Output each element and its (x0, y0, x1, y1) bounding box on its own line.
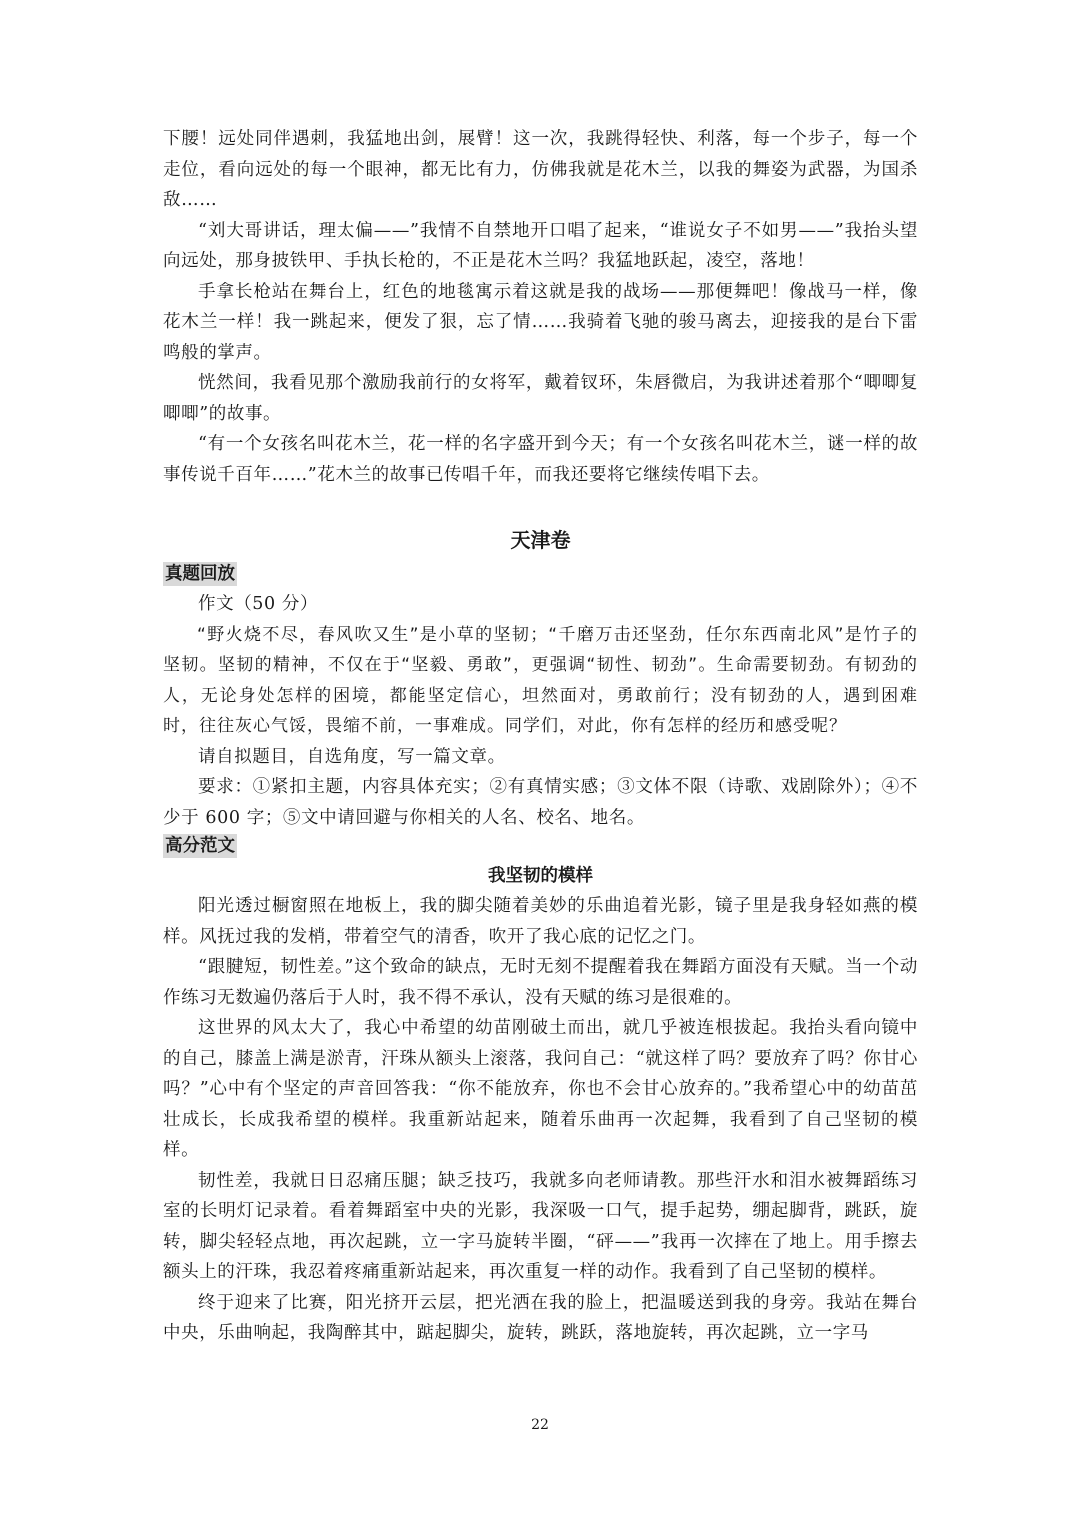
intro-paragraph-2: “刘大哥讲话，理太偏——”我情不自禁地开口唱了起来，“谁说女子不如男——”我抬头望向远处，那身披铁甲、手执长枪的，不正是花木兰吗？我猛地跃起，凌空，落地！ (163, 220, 918, 271)
intro-paragraph-3: 手拿长枪站在舞台上，红色的地毯寓示着这就是我的战场——那便舞吧！像战马一样，像花木兰一样！我一跳起来，便发了狠，忘了情……我骑着飞驰的骏马离去，迎接我的是台下雷鸣般的掌声。 (163, 281, 918, 363)
intro-paragraph-4: 恍然间，我看见那个激励我前行的女将军，戴着钗环，朱唇微启，为我讲述着那个“唧唧复唧唧”的故事。 (163, 373, 918, 424)
question-prompt: “野火烧不尽，春风吹又生”是小草的坚韧；“千磨万击还坚劲，任尔东西南北风”是竹子的坚韧。坚韧的精神，不仅在于“坚毅、勇敢”，更强调“韧性、韧劲”。生命需要韧劲。有韧劲的人，无论身处怎样的困境，都能坚定信心，坦然面对，勇敢前行；没有韧劲的人，遇到困难时，往往灰心气馁，畏缩不前，一事难成。同学们，对此，你有怎样的经历和感受呢？ (163, 624, 918, 736)
tag-question-review: 真题回放 (165, 564, 235, 584)
essay-paragraph-2: “跟腱短，韧性差。”这个致命的缺点，无时无刻不提醒着我在舞蹈方面没有天赋。当一个动作练习无数遍仍落后于人时，我不得不承认，没有天赋的练习是很难的。 (163, 957, 918, 1008)
essay-paragraph-4: 韧性差，我就日日忍痛压腿；缺乏技巧，我就多向老师请教。那些汗水和泪水被舞蹈练习室的长明灯记录着。看着舞蹈室中央的光影，我深吸一口气，提手起势，绷起脚背，跳跃，旋转，脚尖轻轻点地，再次起跳，立一字马旋转半圈，“砰——”我再一次摔在了地上。用手擦去额头上的汗珠，我忍着疼痛重新站起来，再次重复一样的动作。我看到了自己坚韧的模样。 (163, 1170, 918, 1282)
page-number: 22 (531, 1417, 549, 1433)
question-label: 作文（50 分） (198, 594, 319, 614)
document-page (163, 124, 918, 1349)
question-instruction: 请自拟题目，自选角度，写一篇文章。 (198, 746, 506, 767)
tag-model-essay: 高分范文 (165, 836, 235, 856)
intro-paragraph-5: “有一个女孩名叫花木兰，花一样的名字盛开到今天；有一个女孩名叫花木兰，谜一样的故事传说千百年……”花木兰的故事已传唱千年，而我还要将它继续传唱下去。 (163, 434, 918, 485)
essay-paragraph-3: 这世界的风太大了，我心中希望的幼苗刚破土而出，就几乎被连根拔起。我抬头看向镜中的自己，膝盖上满是淤青，汗珠从额头上滚落，我问自己：“就这样了吗？要放弃了吗？你甘心吗？”心中有个坚定的声音回答我：“你不能放弃，你也不会甘心放弃的。”我希望心中的幼苗茁壮成长，长成我希望的模样。我重新站起来，随着乐曲再一次起舞，我看到了自己坚韧的模样。 (163, 1018, 918, 1160)
question-requirements: 要求：①紧扣主题，内容具体充实；②有真情实感；③文体不限（诗歌、戏剧除外）；④不少于 600 字；⑤文中请回避与你相关的人名、校名、地名。 (163, 777, 918, 828)
essay-paragraph-5: 终于迎来了比赛，阳光挤开云层，把光洒在我的脸上，把温暖送到我的身旁。我站在舞台中央，乐曲响起，我陶醉其中，踮起脚尖，旋转，跳跃，落地旋转，再次起跳，立一字马 (163, 1292, 918, 1343)
section-title: 天津卷 (510, 528, 571, 552)
essay-paragraph-1: 阳光透过橱窗照在地板上，我的脚尖随着美妙的乐曲追着光影，镜子里是我身轻如燕的模样。风抚过我的发梢，带着空气的清香，吹开了我心底的记忆之门。 (163, 896, 918, 947)
essay-title: 我坚韧的模样 (488, 866, 593, 886)
intro-paragraph-1: 下腰！远处同伴遇刺，我猛地出剑，展臂！这一次，我跳得轻快、利落，每一个步子，每一个走位，看向远处的每一个眼神，都无比有力，仿佛我就是花木兰，以我的舞姿为武器，为国杀敌…… (163, 129, 918, 210)
